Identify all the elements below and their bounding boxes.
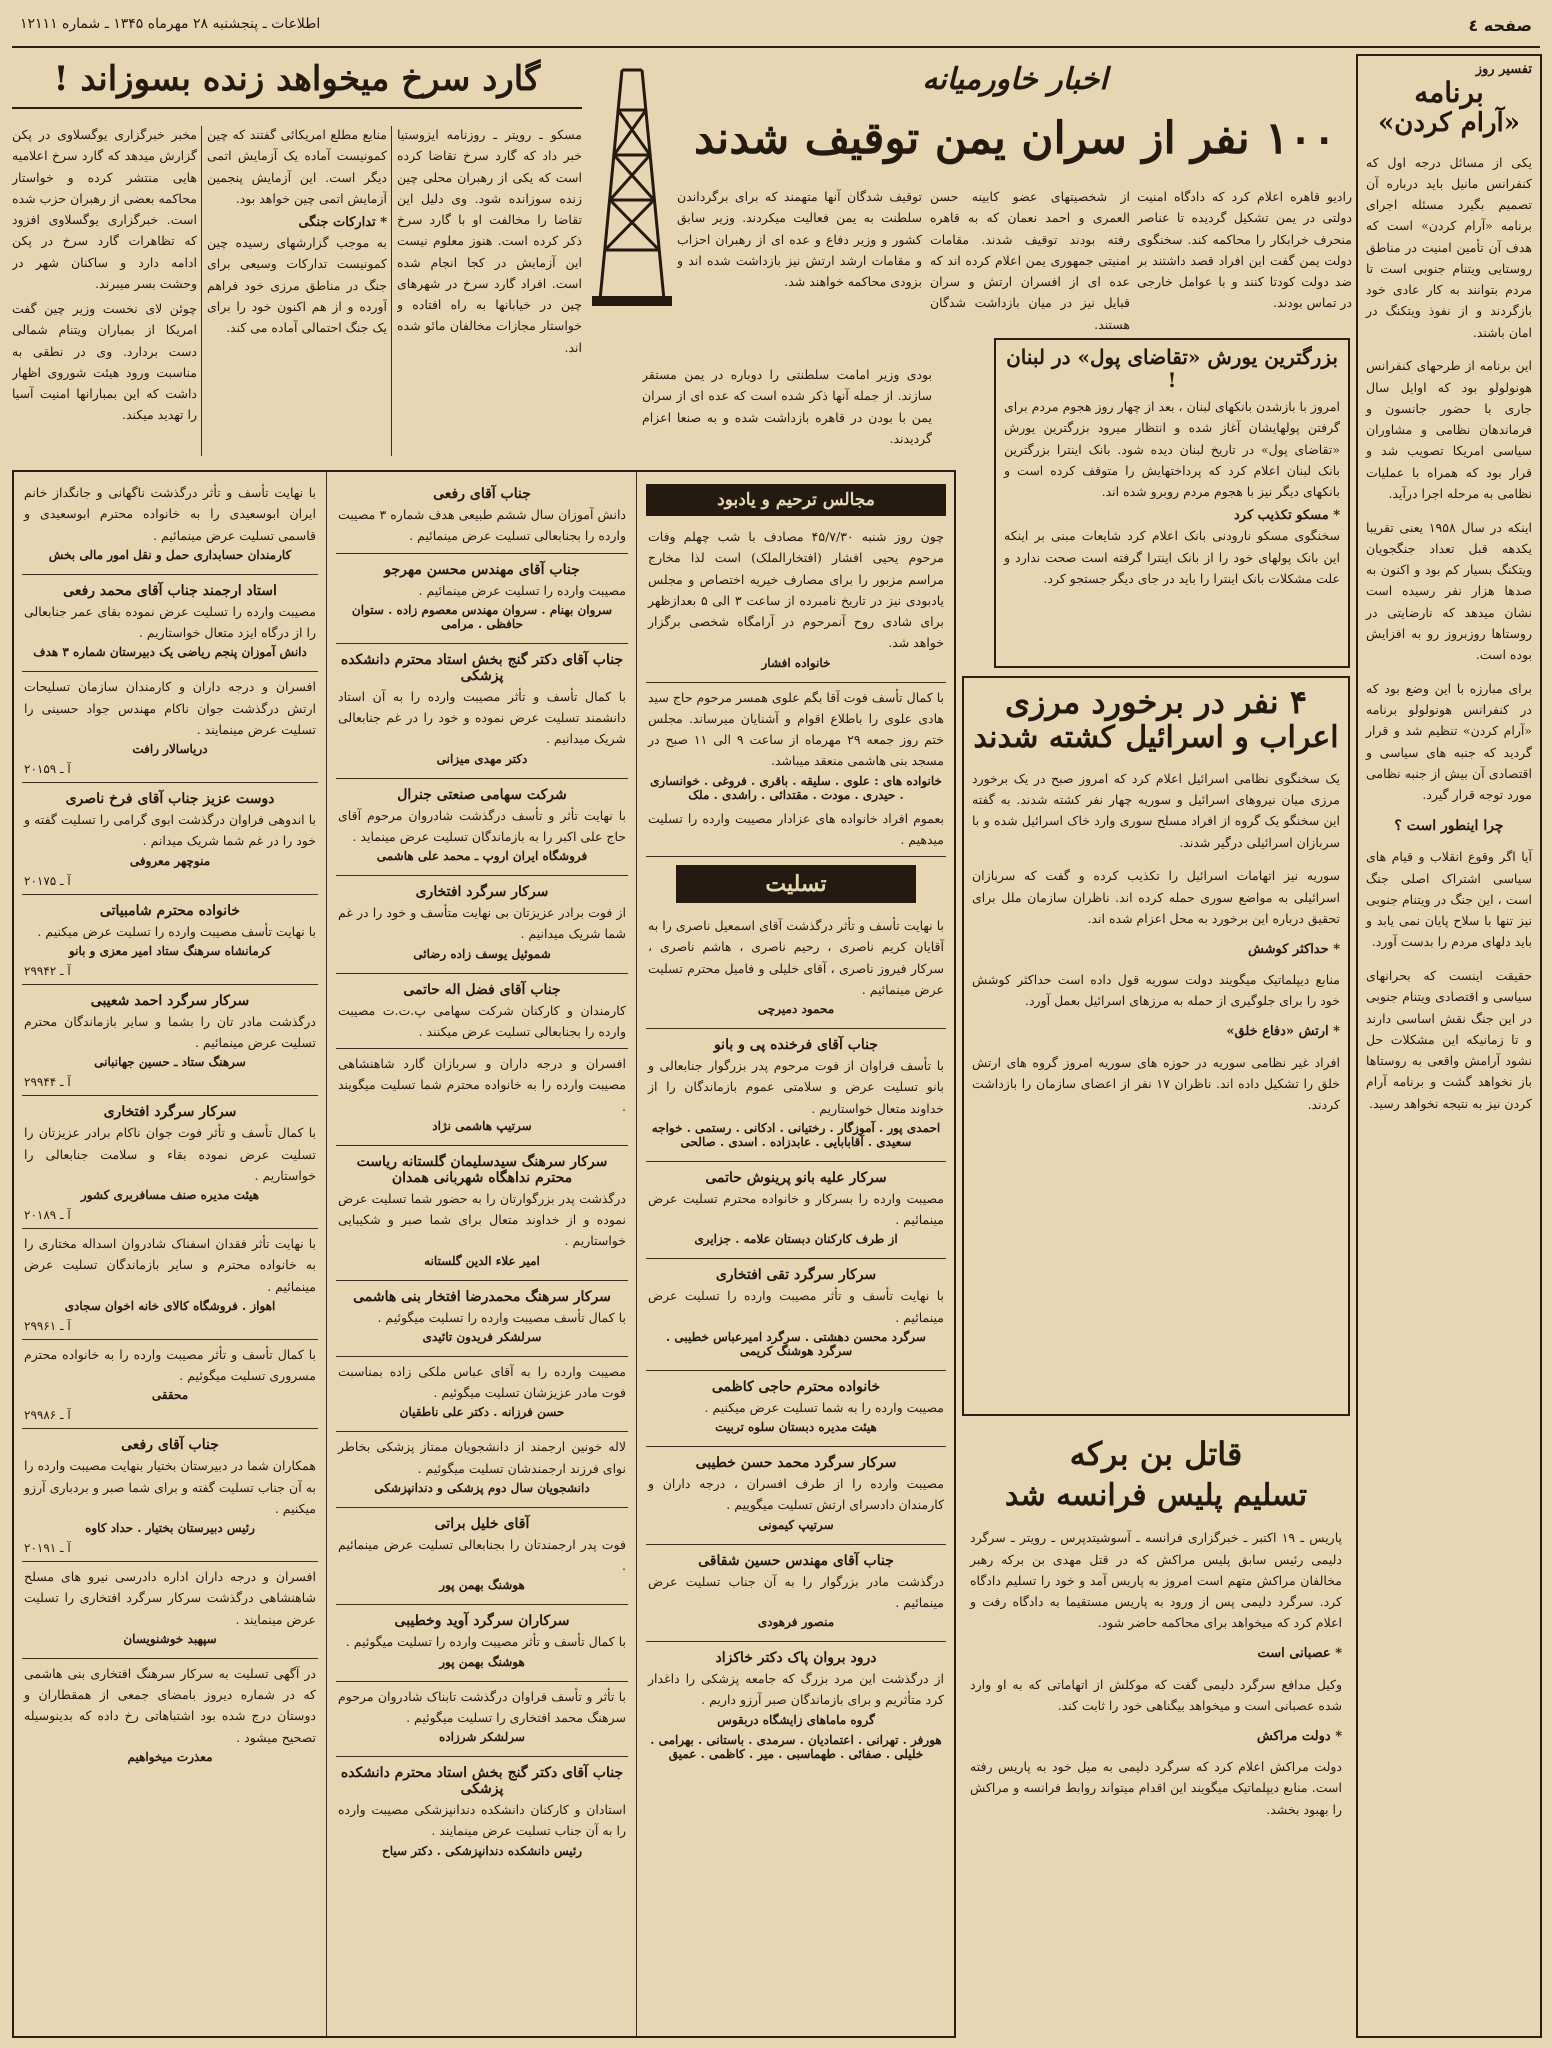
condolence-notice bbox=[646, 1447, 946, 1545]
condolence-signature: حسن فرزانه . دکتر علی ناطقیان bbox=[399, 1405, 565, 1420]
commentary-para: آیا اگر وقوع انقلاب و قیام های سیاسی اشتراک اصلی جنگ است ، این جنگ در ویتنام جنوبی نیز تنها با سلاح پایان نمی یابد و باید دلهای مردم را بدست آورد. bbox=[1366, 849, 1532, 950]
condolence-title: استاد ارجمند جناب آقای محمد رفعی bbox=[63, 582, 277, 599]
ad-code: آ ـ ۲۰۱۸۹ bbox=[24, 1208, 71, 1222]
condolence-text: با نهایت تأسف مصیبت وارده را تسلیت عرض میکنیم . bbox=[37, 923, 316, 939]
condolence-text: مصیبت وارده را تسلیت عرض مینمائیم . bbox=[418, 582, 626, 598]
condolence-notice bbox=[22, 1562, 318, 1659]
border-text: سوریه نیز اتهامات اسرائیل را تکذیب کرده و گفت که سربازان اسرائیلی به مواضع سوری حمله کرده اند. ناظران سازمان ملل برای تحقیق درباره این برخورد به محل اعزام شده اند. bbox=[972, 868, 1340, 926]
condolence-notice bbox=[336, 1508, 628, 1606]
memorial-text: چون روز شنبه ۴۵/۷/۳۰ مصادف با شب چهلم وفات مرحوم یحیی افشار (افتخارالملک) است لذا مخارج مراسم مزبور را برای مصارف خیریه اختصاص و مجلس یادبودی نیز در تاریخ نامبرده از ساعت ۳ الی ۵ بعدازظهر برای شادی روح آنمرحوم در آرامگاه شخصی برگزار خواهد شد. bbox=[648, 529, 944, 651]
condolence-signature: هیئت مدیره صنف مسافربری کشور bbox=[80, 1188, 260, 1202]
memorial-signature: خانواده های : علوی . سلیقه . باقری . فروغی . خوانساری . حیدری . مودت . مقتدائی . راشدی . ملک bbox=[650, 773, 942, 802]
condolence-notice bbox=[336, 1757, 628, 1870]
condolence-title: درود بروان پاک دکتر خاکزاد bbox=[715, 1650, 877, 1666]
middle-east-kicker: اخبار خاورمیانه bbox=[922, 62, 1108, 97]
condolence-text: همکاران شما در دبیرستان بختیار بنهایت مصیبت وارده را به آن جناب تسلیت گفته و برای شما صبر و بردباری آرزو میکنیم . bbox=[24, 1458, 316, 1516]
commentary-subtitle: «آرام کردن» bbox=[1377, 108, 1521, 139]
condolence-title: شرکت سهامی صنعتی جنرال bbox=[397, 786, 567, 803]
condolence-text: با نهایت تأثر فقدان اسفناک شادروان اسداله مختاری را به خانواده محترم و سایر بازماندگان تسلیت عرض مینمائیم . bbox=[24, 1236, 316, 1294]
commentary-para: یکی از مسائل درجه اول که کنفرانس مانیل باید درباره آن تصمیم بگیرد مسئله اجرای برنامه «آرام کردن» است که هدف آن تأمین امنیت در مناطق روستایی ویتنام جنوبی است تا مردم بتوانند به کار عادی خود بازگردند و از نفوذ ویتکنگ در امان باشند. bbox=[1366, 154, 1532, 340]
condolence-text: با کمال تأسف مصیبت وارده را تسلیت میگوئیم . bbox=[377, 1309, 626, 1325]
condolence-signature: سروان بهنام . سروان مهندس معصوم زاده . ستوان حافظی . مرامی bbox=[351, 602, 613, 631]
yemen-text: از شخصیتهای عضو کابینه حسن العمری و احمد نعمان که به قاهره رفته بودند توقیف شدند. مقامات امنیتی جمهوری یمن اعلام کرده اند که عده ای از افسران ارتش و سران قبایل نیز در میان بازداشت شدگان هستند. bbox=[930, 189, 1130, 332]
page-number: صفحه ٤ bbox=[1468, 16, 1532, 35]
red-guard-col bbox=[207, 124, 387, 464]
condolence-signature: دکتر مهدی میزانی bbox=[436, 751, 528, 766]
ben-barka-subhead: * عصبانی است bbox=[1257, 1646, 1342, 1662]
ben-barka-subhead: * دولت مراکش bbox=[1256, 1728, 1342, 1744]
condolence-notice bbox=[22, 672, 318, 783]
condolence-title: سرکار سرهنگ سیدسلیمان گلستانه ریاست محترم نداهگاه شهربانی همدان bbox=[356, 1153, 608, 1186]
notices-left-column bbox=[16, 474, 324, 2034]
condolence-text: از درگذشت این مرد بزرگ که جامعه پزشکی را داغدار کرد متأثریم و برای بازماندگان صبر آرزو داریم . bbox=[648, 1671, 944, 1708]
condolence-signature: دریاسالار رافت bbox=[132, 742, 208, 756]
condolence-title: جناب آقای رفعی bbox=[121, 1437, 219, 1454]
condolence-text: با کمال تأسف و تأثر مصیبت وارده را به خانواده محترم مسروری تسلیت میگوئیم . bbox=[24, 1346, 316, 1383]
yemen-headline: ۱۰۰ نفر از سران یمن توقیف شدند bbox=[693, 114, 1337, 164]
border-text: یک سخنگوی نظامی اسرائیل اعلام کرد که امروز صبح در یک برخورد مرزی میان نیروهای اسرائیل و سوریه چهار نفر کشته شدند. به گفته این سخنگو یک گروه از افراد مسلح سوری وارد خاک اسرائیل شده و با سربازان اسرائیلی درگیر شدند. bbox=[972, 770, 1340, 850]
condolence-notice bbox=[646, 1642, 946, 1773]
condolence-signature: فروشگاه ایران اروپ ـ محمد علی هاشمی bbox=[376, 849, 588, 863]
commentary-para: این برنامه از طرحهای کنفرانس هونولولو بود که اوایل سال جاری با حضور جانسون و فرماندهان نظامی و مشاوران سیاسی امریکا تصویب شد و قرار بود که همراه با عملیات نظامی به مرحله اجرا درآید. bbox=[1366, 358, 1532, 501]
red-guard-subhead: * تدارکات جنگی bbox=[298, 215, 387, 230]
condolence-signature: منوچهر معروفی bbox=[129, 853, 211, 868]
condolence-text: با نهایت تأثر و تأسف درگذشت شادروان مرحوم آقای حاج علی اکبر را به بازماندگان تسلیت عرض مینماید . bbox=[338, 807, 626, 844]
condolence-signature: هیئت مدیره دبستان سلوه تربیت bbox=[715, 1420, 877, 1434]
correction-signature: معذرت میخواهیم bbox=[127, 1749, 213, 1764]
ben-barka-article bbox=[962, 1424, 1350, 2038]
condolence-text: با کمال تأسف و تأثر مصیبت وارده را به آن استاد دانشمند تسلیت عرض نموده و خود را در غم جنابعالی شریک میدانیم . bbox=[338, 688, 626, 747]
condolence-notice bbox=[646, 911, 946, 1029]
condolence-title: جناب آقای فرخنده پی و بانو bbox=[713, 1037, 879, 1053]
condolence-notice bbox=[336, 644, 628, 779]
condolence-notice bbox=[22, 1229, 318, 1340]
commentary-para: حقیقت اینست که بحرانهای سیاسی و اقتصادی ویتنام جنوبی در این جنگ نقش اساسی دارند و تا زمانیکه این مشکلات حل نشود آرامش واقعی به روستاها باز نخواهد گشت و برنامه آرام کردن نیز به نتیجه نخواهد رسید. bbox=[1366, 968, 1532, 1111]
ben-barka-text: وکیل مدافع سرگرد دلیمی گفت که موکلش از اتهاماتی که به او وارد شده عصبانی است و میخواهد بیگناهی خود را ثابت کند. bbox=[970, 1676, 1342, 1713]
condolence-signature: احمدی پور . آموزگار . رختیانی . ادکانی . رستمی . خواجه سعیدی . آقابابایی . عابدزاده . اسدی . صالحی bbox=[651, 1120, 941, 1149]
condolence-notice bbox=[646, 1162, 946, 1260]
condolence-title: دوست عزیز جناب آقای فرخ ناصری bbox=[65, 791, 275, 807]
yemen-col bbox=[642, 364, 932, 460]
commentary-kicker: تفسیر روز bbox=[1475, 62, 1532, 77]
condolence-notice bbox=[336, 779, 628, 877]
condolence-text: مصیبت وارده را به شما تسلیت عرض میکنیم . bbox=[704, 1399, 944, 1415]
memorial-text: بعموم افراد خانواده های عزادار مصیبت وارده را تسلیت میدهیم . bbox=[648, 810, 944, 847]
condolence-title: سرکار سرگرد احمد شعیبی bbox=[90, 992, 250, 1009]
condolence-title: جناب آقای مهندس حسین شقاقی bbox=[698, 1552, 894, 1569]
red-guard-text: مسکو ـ رویتر ـ روزنامه ایزوستیا خبر داد که گارد سرخ تقاضا کرده است که یکی از رهبران محلی چین زنده سوزانده شود. وی دلیل این تقاضا را مخالفت او با گارد سرخ ذکر کرده است. هنوز معلوم نیست این آزمایش در کجا انجام شده است. افراد گارد سرخ در شهرهای چین در خیابانها به راه افتاده و خواستار مجازات مخالفان مائو شده اند. bbox=[397, 127, 582, 355]
condolence-notice bbox=[336, 554, 628, 644]
lebanon-text: سخنگوی مسکو نارودنی بانک اعلام کرد شایعات مبنی بر اینکه این بانک پولهای خود را از بانک اینترا گرفته است صحت ندارد و علت مشکلات بانک اینترا را باید در جای دیگر جستجو کرد. bbox=[1004, 528, 1340, 586]
ad-code: آ ـ ۲۹۹۸۶ bbox=[24, 1408, 71, 1423]
condolence-text: با نهایت تأسف و تأثر درگذشت آقای اسمعیل ناصری را به آقایان کریم ناصری ، رحیم ناصری ، هاشم ناصری ، سرکار فیروز ناصری ، آقای خلیلی و فامیل محترم تسلیت عرض مینمائیم . bbox=[648, 918, 944, 997]
condolence-title: سرکار علیه بانو پرینوش حاتمی bbox=[705, 1169, 887, 1186]
red-guard-text: منابع مطلع امریکائی گفتند که چین کمونیست آماده یک آزمایش اتمی دیگر است. این آزمایش پنجمین آزمایش اتمی چین خواهد بود. bbox=[207, 127, 387, 206]
condolence-signature: کرمانشاه سرهنگ ستاد امیر معزی و بانو bbox=[68, 943, 272, 958]
condolence-notice bbox=[336, 974, 628, 1050]
condolence-signature: کارمندان حسابداری حمل و نقل امور مالی بخش bbox=[48, 547, 292, 562]
ad-code: آ ـ ۲۰۱۷۵ bbox=[24, 873, 71, 888]
yemen-text: توقیف شدگان آنها متهمند که برای برگرداندن سلطنت به یمن فعالیت میکردند. وزیر سابق کشور و وزیر دفاع و عده ای از رهبران احزاب و مقامات ارشد ارتش نیز بازداشت شده اند و بزودی محاکمه خواهند شد. bbox=[677, 189, 922, 289]
condolence-notice bbox=[22, 478, 318, 575]
condolence-signature: گروه ماماهای زایشگاه دربقوس bbox=[717, 1712, 875, 1727]
condolence-notice bbox=[336, 1357, 628, 1433]
condolence-text: فوت پدر ارجمندتان را بجنابعالی تسلیت عرض مینمائیم . bbox=[338, 1536, 626, 1573]
condolence-signature: سرلشکر شرزاده bbox=[439, 1730, 525, 1744]
condolence-title: جناب آقای فضل اله حاتمی bbox=[403, 981, 561, 998]
memorial-signature: خانواده افشار bbox=[761, 655, 831, 670]
header-rule bbox=[12, 46, 1540, 48]
red-guard-article bbox=[12, 54, 582, 464]
condolence-notice bbox=[336, 1146, 628, 1281]
condolence-signature: سرتیپ کیمونی bbox=[758, 1517, 834, 1532]
condolence-signature: سرهنگ ستاد ـ حسین جهانبانی bbox=[94, 1055, 246, 1070]
condolence-text: مصیبت وارده را به آقای عباس ملکی زاده بمناسبت فوت مادر عزیزشان تسلیت میگوئیم . bbox=[338, 1363, 626, 1400]
condolence-title: سرکار سرگرد افتخاری bbox=[103, 1104, 237, 1121]
condolence-text: افسران و درجه داران و کارمندان سازمان تسلیحات ارتش درگذشت جوان ناکام مهندس جواد حسینی را تسلیت عرض مینمایند . bbox=[24, 679, 316, 737]
yemen-col bbox=[677, 186, 922, 356]
condolence-title: خانواده محترم شامبیاتی bbox=[99, 902, 241, 919]
condolence-title: خانواده محترم حاجی کاظمی bbox=[711, 1378, 881, 1395]
masthead-line: اطلاعات ـ پنجشنبه ۲۸ مهرماه ۱۳۴۵ ـ شماره ۱۲۱۱۱ bbox=[20, 16, 321, 32]
condolence-signature: سرتیپ هاشمی نژاد bbox=[432, 1118, 532, 1133]
commentary-question: چرا اینطور است ؟ bbox=[1394, 817, 1504, 834]
condolence-text: از فوت برادر عزیزتان بی نهایت متأسف و خود را در غم شما شریک میدانیم . bbox=[338, 905, 626, 942]
oil-derrick-icon bbox=[592, 60, 672, 310]
condolence-signature: محققی bbox=[151, 1388, 189, 1403]
condolence-notice bbox=[22, 783, 318, 895]
condolence-text: با تأسف فراوان از فوت مرحوم پدر بزرگوار جنابعالی و بانو تسلیت عرض و سلامتی عموم بازماندگان را از خداوند متعال خواستاریم . bbox=[648, 1058, 944, 1116]
condolence-notice bbox=[336, 478, 628, 554]
border-text: منابع دیپلماتیک میگویند دولت سوریه قول داده است حداکثر کوشش خود را برای جلوگیری از حمله به مرزهای اسرائیل بعمل آورد. bbox=[972, 972, 1340, 1009]
condolence-text: درگذشت پدر بزرگوارتان را به حضور شما تسلیت عرض نموده و از خداوند متعال برای شما صبر و شکیبایی خواستاریم . bbox=[338, 1190, 626, 1249]
condolence-signature: از طرف کارکنان دبستان علامه . جزایری bbox=[694, 1232, 898, 1247]
yemen-col bbox=[930, 186, 1130, 356]
condolence-notice bbox=[646, 1371, 946, 1447]
condolence-signature: دانشجویان سال دوم پزشکی و دندانپزشکی bbox=[374, 1480, 590, 1495]
condolence-notice bbox=[336, 1432, 628, 1508]
condolence-signature: سرگرد محسن دهشتی . سرگرد امیرعباس خطیبی . سرگرد هوشنگ کریمی bbox=[666, 1329, 926, 1358]
ben-barka-headline-2: تسلیم پلیس فرانسه شد bbox=[1004, 1477, 1308, 1513]
condolence-text: با اندوهی فراوان درگذشت ابوی گرامی را تسلیت گفته و خود را در غم شما شریک میدانم . bbox=[24, 812, 316, 849]
condolence-text: درگذشت مادر تان را بشما و سایر بازماندگان محترم تسلیت عرض مینمائیم . bbox=[24, 1013, 316, 1050]
notices-middle-column bbox=[330, 474, 634, 2034]
condolence-title: جناب آقای مهندس محسن مهرجو bbox=[384, 561, 580, 578]
condolence-text: مصیبت وارده را از طرف افسران ، درجه داران و کارمندان دادسرای ارتش تسلیت میگوییم . bbox=[648, 1476, 944, 1513]
lebanon-subhead: * مسکو تکذیب کرد bbox=[1234, 508, 1340, 524]
condolence-title: آقای خلیل براتی bbox=[434, 1515, 530, 1532]
memorial-column bbox=[640, 474, 952, 2034]
red-guard-col bbox=[397, 124, 582, 464]
condolence-title: جناب آقای دکتر گنج بخش استاد محترم دانشکده پزشکی bbox=[340, 1765, 624, 1797]
memorial-notice bbox=[646, 683, 946, 858]
ad-code: آ ـ ۲۰۱۹۱ bbox=[24, 1541, 71, 1555]
lebanon-text: امروز با بازشدن بانکهای لبنان ، بعد از چهار روز هجوم مردم برای گرفتن پولهایشان آغاز شده و انتظار میرود بزرگترین یورش «تقاضای پول» در تاریخ لبنان دیده شود. بانک اینترا بزرگترین بانک لبنان اعلام کرد که پرداختهایش را متوقف کرده است و بانکهای دیگر نیز با هجوم مردم روبرو شده اند. bbox=[1004, 399, 1340, 499]
condolence-notice bbox=[646, 1259, 946, 1371]
condolence-signature: هورفر . تهرانی . اعتمادیان . سرمدی . باستانی . بهرامی . خلیلی . صفائی . طهماسبی . میر . کاظمی . عمیق bbox=[650, 1732, 942, 1761]
condolence-notice bbox=[336, 1281, 628, 1357]
yemen-text: رادیو قاهره اعلام کرد که دادگاه امنیت دولتی در یمن تشکیل گردیده تا عناصر منحرف خرابکار را محاکمه کند. سخنگوی دولت یمن گفت این افراد قصد داشتند بر ضد دولت کودتا کنند و با عوامل خارجی در تماس بودند. bbox=[1137, 189, 1352, 311]
condolence-signature: اهواز . فروشگاه کالای خانه اخوان سجادی bbox=[64, 1298, 276, 1313]
condolence-signature: منصور فرهودی bbox=[757, 1615, 835, 1629]
condolence-notice bbox=[336, 876, 628, 974]
condolence-notice bbox=[22, 895, 318, 985]
condolence-signature: رئیس دبیرستان بختیار . حداد کاوه bbox=[85, 1521, 255, 1535]
condolence-notice bbox=[22, 1429, 318, 1562]
red-guard-text: چوئن لای نخست وزیر چین گفت امریکا از بمباران ویتنام شمالی دست بردارد. وی در نطقی به مناسبت ورود هیئت شوروی اظهار داشت که این بمبارانها امنیت آسیا را تهدید میکند. bbox=[12, 301, 197, 423]
red-guard-text: به موجب گزارشهای رسیده چین کمونیست تدارکات وسیعی برای جنگ در مناطق مرزی خود فراهم آورده و از هم اکنون خود را برای یک جنگ احتمالی آماده می کند. bbox=[207, 235, 387, 335]
condolence-notice bbox=[646, 1545, 946, 1643]
condolence-text: مصیبت وارده را بسرکار و خانواده محترم تسلیت عرض مینمائیم . bbox=[648, 1190, 944, 1227]
border-headline: ۴ نفر در برخورد مرزی bbox=[1004, 683, 1308, 721]
condolence-text: با نهایت تأسف و تأثر مصیبت وارده را تسلیت عرض مینمائیم . bbox=[648, 1288, 944, 1325]
ad-code: آ ـ ۲۰۱۵۹ bbox=[24, 762, 71, 776]
border-headline-2: اعراب و اسرائیل کشته شدند bbox=[973, 719, 1339, 755]
condolence-signature: سرلشکر فریدون تائیدی bbox=[422, 1329, 542, 1344]
memorial-text: با کمال تأسف فوت آقا بگم علوی همسر مرحوم حاج سید هادی علوی را باطلاع اقوام و آشنایان میرساند. مجلس ختم روز جمعه ۲۹ مهرماه از ساعت ۹ الی ۱۱ صبح در مسجد بنی هاشمی منعقد میباشد. bbox=[648, 689, 944, 769]
yemen-col bbox=[1137, 186, 1352, 356]
condolence-signature: هوشنگ بهمن پور bbox=[439, 1654, 525, 1669]
condolence-notice bbox=[22, 985, 318, 1097]
condolence-title: سرکار سرگرد تقی افتخاری bbox=[715, 1267, 877, 1284]
condolence-signature: امیر علاء الدین گلستانه bbox=[424, 1253, 540, 1268]
condolence-notice bbox=[22, 1096, 318, 1229]
condolence-text: استادان و کارکنان دانشکده دندانپزشکی مصیبت وارده را به آن جناب تسلیت عرض مینمایند . bbox=[338, 1802, 626, 1839]
commentary-title: برنامه bbox=[1414, 76, 1484, 109]
red-guard-headline: گارد سرخ میخواهد زنده بسوزاند ! bbox=[12, 54, 582, 109]
condolence-text: با تأثر و تأسف فراوان درگذشت تابناک شادروان مرحوم سرهنگ محمد افتخاری را تسلیت میگوئیم . bbox=[338, 1688, 626, 1725]
condolence-notice bbox=[646, 1029, 946, 1162]
ad-code: آ ـ ۲۹۹۴۲ bbox=[24, 963, 71, 978]
commentary-column bbox=[1356, 54, 1542, 2038]
condolence-text: لاله خونین ارجمند از دانشجویان ممتاز پزشکی بخاطر نوای فرزند ارجمندشان تسلیت میگوئیم . bbox=[338, 1439, 626, 1476]
condolence-title: سرکار سرگرد محمد حسن خطیبی bbox=[695, 1455, 897, 1471]
condolence-text: درگذشت مادر بزرگوار را به آن جناب تسلیت عرض مینمائیم . bbox=[648, 1573, 944, 1610]
condolence-signature: دانش آموزان پنجم ریاضی یک دبیرستان شماره ۳ هدف bbox=[33, 645, 307, 660]
condolence-title: سرکار سرگرد افتخاری bbox=[415, 884, 549, 900]
condolence-signature: محمود دمیرچی bbox=[757, 1002, 835, 1016]
condolence-notice bbox=[22, 1340, 318, 1430]
lebanon-bank-article bbox=[994, 338, 1350, 668]
ben-barka-headline: قاتل بن برکه bbox=[1069, 1435, 1243, 1473]
condolence-text: مصیبت وارده را تسلیت عرض نموده بقای عمر جنابعالی را از درگاه ایزد متعال خواستاریم . bbox=[24, 603, 316, 640]
correction-text: در آگهی تسلیت به سرکار سرهنگ افتخاری بنی هاشمی که در شماره دیروز بامضای جمعی از همقطاران و دوستان درج شده بود اشتباهاتی رخ داده که بدینوسیله تصحیح میشود . bbox=[24, 1665, 316, 1745]
ad-code: آ ـ ۲۹۹۶۱ bbox=[24, 1318, 71, 1333]
condolence-text: افسران و درجه داران اداره دادرسی نیرو های مسلح شاهنشاهی درگذشت سرکار سرگرد افتخاری را تسلیت عرض مینمایند . bbox=[24, 1569, 316, 1627]
condolence-text: با کمال تأسف و تأثر فوت جوان ناکام برادر عزیزتان را تسلیت عرض نموده بقاء و سلامت جنابعالی را خواستاریم . bbox=[24, 1125, 316, 1183]
border-subhead: * ارتش «دفاع خلق» bbox=[1226, 1024, 1340, 1040]
border-text: افراد غیر نظامی سوریه در حوزه های سوریه امروز گروه های ارتش خلق را تشکیل داده اند. ناظران ۱۷ نفر از اعضای سازمان را بازداشت کردند. bbox=[972, 1054, 1340, 1113]
condolence-text: با نهایت تأسف و تأثر درگذشت ناگهانی و جانگداز خانم ایران ابوسعیدی را به خانواده محترم ابوسعیدی و قاسمی تسلیت عرض مینمائیم . bbox=[24, 485, 316, 543]
condolence-text: با کمال تأسف و تأثر مصیبت وارده را تسلیت میگوئیم . bbox=[345, 1634, 626, 1650]
condolence-notice bbox=[336, 1049, 628, 1146]
condolence-text: افسران و درجه داران و سربازان گارد شاهنشاهی مصیبت وارده را به خانواده محترم شما تسلیت میگویند . bbox=[338, 1056, 626, 1114]
condolence-title: سرکاران سرگرد آوید وخطیبی bbox=[394, 1613, 570, 1630]
condolence-signature: رئیس دانشکده دندانپزشکی . دکتر سیاح bbox=[381, 1843, 582, 1858]
border-subhead: * حداکثر کوشش bbox=[1248, 941, 1340, 957]
condolence-notice bbox=[336, 1605, 628, 1681]
yemen-text: بودی وزیر امامت سلطنتی را دوباره در یمن مستقر سازند. از جمله آنها ذکر شده است که عده ای از سران یمن با بودن در قاهره بازداشت شده و به صنعا اعزام گردیدند. bbox=[642, 367, 932, 446]
correction-notice bbox=[22, 1659, 318, 1776]
condolence-signature: هوشنگ بهمن پور bbox=[439, 1578, 525, 1593]
red-guard-text: مخبر خبرگزاری یوگسلاوی در پکن گزارش میدهد که گارد سرخ اعلامیه هایی منتشر کرده و خواستار محاکمه بعضی از رهبران حزب شده است. خبرگزاری یوگسلاوی افزود که تظاهرات گارد سرخ در پکن ادامه دارد و ساکنان شهر در وحشت بسر میبرند. bbox=[12, 127, 197, 291]
commentary-para: اینکه در سال ۱۹۵۸ یعنی تقریبا یکدهه قبل تعداد جنگجویان ویتکنگ بسیار کم بود و اکنون به صدها هزار نفر رسیده است نشان میدهد که نارضایتی در روستاها روزبروز رو به افزایش بوده است. bbox=[1366, 519, 1532, 663]
commentary-para: برای مبارزه با این وضع بود که در کنفرانس هونولولو برنامه «آرام کردن» تنظیم شد و قرار گردید که جنبه های سیاسی و اقتصادی آن بیش از جنبه نظامی مورد توجه قرار گیرد. bbox=[1366, 680, 1532, 803]
lebanon-headline: بزرگترین یورش «تقاضای پول» در لبنان ! bbox=[1006, 345, 1338, 392]
condolence-signature: سپهبد خوشنویسان bbox=[123, 1631, 217, 1646]
condolence-title: جناب آقای دکتر گنج بخش استاد محترم دانشکده پزشکی bbox=[340, 651, 624, 684]
ad-code: آ ـ ۲۹۹۴۴ bbox=[24, 1075, 71, 1090]
condolence-notice bbox=[22, 575, 318, 673]
ben-barka-text: دولت مراکش اعلام کرد که سرگرد دلیمی به میل خود به پاریس رفته است. منابع دیپلماتیک میگویند این اقدام میتواند روابط فرانسه و مراکش را بهبود بخشد. bbox=[970, 1759, 1342, 1817]
memorial-banner: مجالس ترحیم و یادبود bbox=[646, 484, 946, 516]
border-clash-article bbox=[962, 676, 1350, 1416]
condolence-banner: تسلیت bbox=[676, 865, 916, 903]
condolence-notice bbox=[336, 1682, 628, 1758]
condolence-text: دانش آموزان سال ششم طبیعی هدف شماره ۳ مصیبت وارده را بجنابعالی تسلیت عرض مینمائیم . bbox=[338, 507, 627, 544]
red-guard-col bbox=[12, 124, 197, 464]
memorial-notice bbox=[646, 522, 946, 683]
condolence-text: کارمندان و کارکنان شرکت سهامی پ.ت.ت مصیبت وارده را بجنابعالی تسلیت عرض میکنند . bbox=[338, 1002, 626, 1039]
condolence-title: جناب آقای رفعی bbox=[433, 486, 531, 502]
ben-barka-text: پاریس ـ ۱۹ اکتبر ـ خبرگزاری فرانسه ـ آسوشیتدپرس ـ رویتر ـ سرگرد دلیمی رئیس سابق پلیس مراکش که در قتل مهدی بن برکه رهبر مخالفان مراکش متهم است امروز به پاریس آمد و خود را تسلیم دادگاه کرد. سرگرد دلیمی پس از ورود به پاریس مستقیما به دادگاه رفت و اعلام کرد که میخواهد برای محاکمه حاضر شود. bbox=[970, 1530, 1342, 1631]
condolence-signature: شموئیل یوسف زاده رضائی bbox=[413, 946, 551, 961]
condolence-title: سرکار سرهنگ محمدرضا افتخار بنی هاشمی bbox=[353, 1288, 611, 1305]
